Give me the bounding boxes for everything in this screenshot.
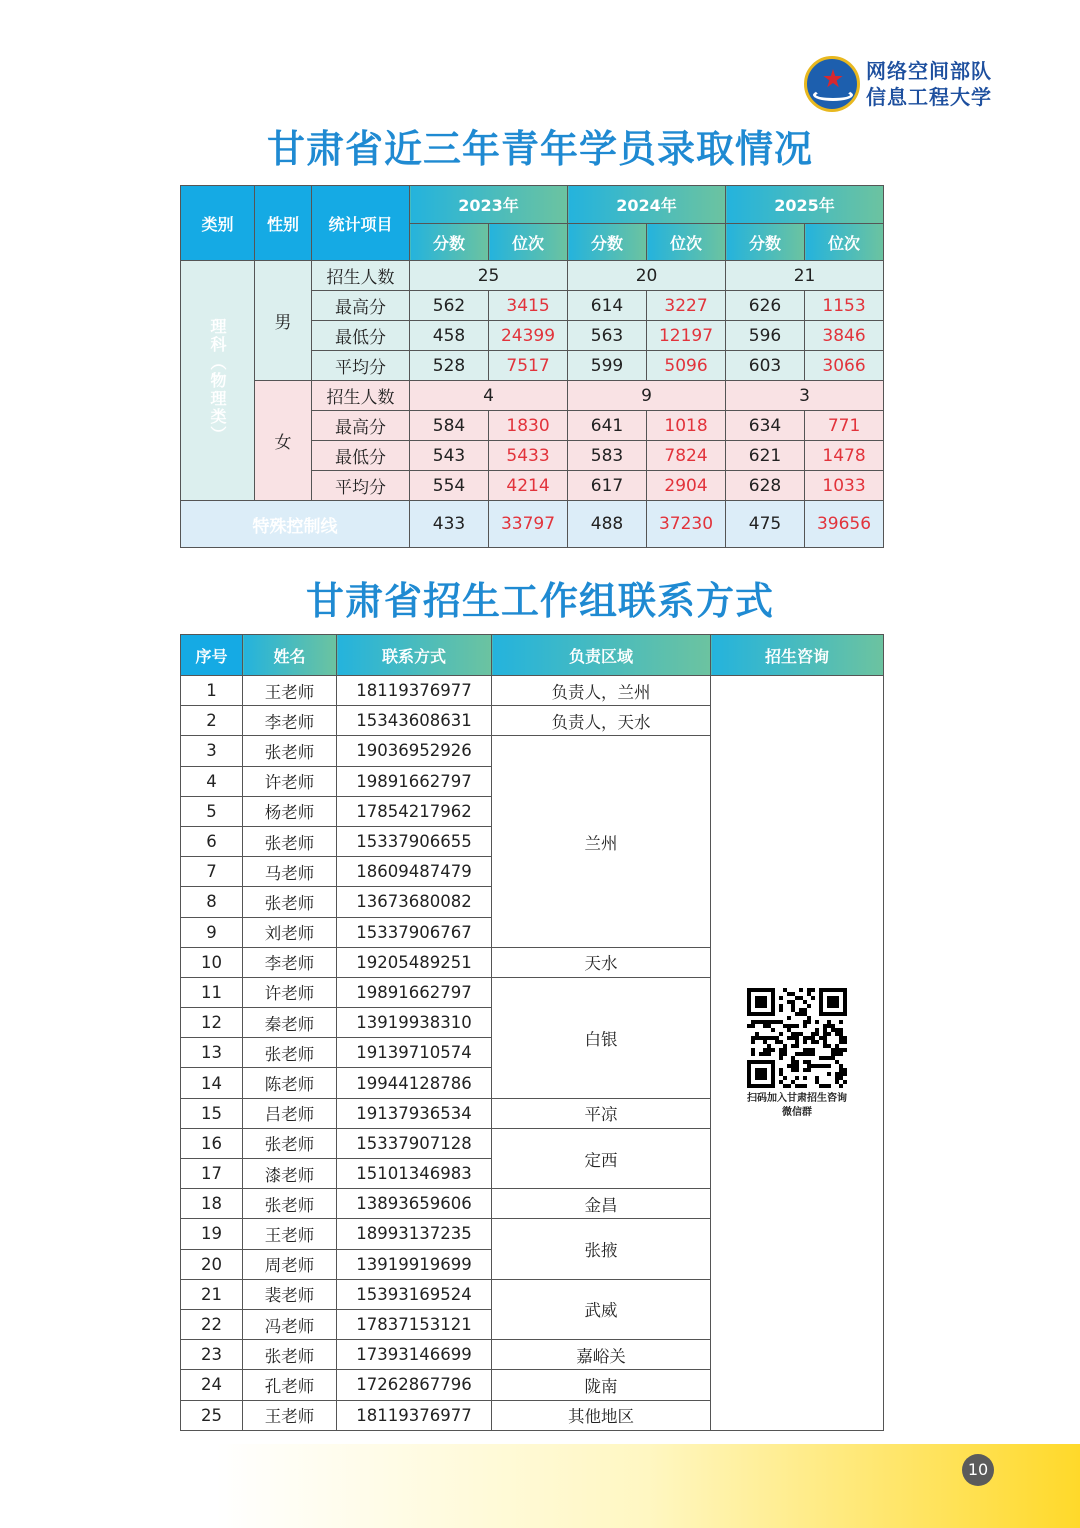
contact-phone: 19139710574 (337, 1038, 492, 1068)
header-year: 2023年 (410, 186, 568, 224)
region-cell: 嘉峪关 (492, 1340, 711, 1370)
score-cell: 596 (726, 321, 805, 351)
row-number: 7 (181, 857, 243, 887)
header-rank: 位次 (647, 224, 726, 261)
logo-line-2: 信息工程大学 (866, 85, 992, 109)
header-score: 分数 (726, 224, 805, 261)
contact-name: 张老师 (243, 826, 337, 856)
item-label: 平均分 (312, 471, 410, 501)
contact-phone: 17262867796 (337, 1370, 492, 1400)
rank-cell: 3415 (489, 291, 568, 321)
row-number: 9 (181, 917, 243, 947)
score-cell: 563 (568, 321, 647, 351)
qr-caption-line-2: 微信群 (782, 1107, 812, 1118)
contact-name: 王老师 (243, 1219, 337, 1249)
qr-code-icon[interactable] (747, 988, 847, 1088)
contact-name: 张老师 (243, 887, 337, 917)
contact-phone: 15337906767 (337, 917, 492, 947)
contact-name: 王老师 (243, 1400, 337, 1430)
contact-name: 李老师 (243, 706, 337, 736)
contact-phone: 19137936534 (337, 1098, 492, 1128)
region-cell: 负责人，天水 (492, 706, 711, 736)
contact-phone: 17393146699 (337, 1340, 492, 1370)
contact-name: 周老师 (243, 1249, 337, 1279)
gender-female: 女 (255, 381, 312, 501)
row-number: 18 (181, 1189, 243, 1219)
rank-cell: 3066 (805, 351, 884, 381)
rank-cell: 5433 (489, 441, 568, 471)
row-number: 12 (181, 1008, 243, 1038)
score-cell: 528 (410, 351, 489, 381)
qr-cell (711, 676, 884, 1431)
header-consult: 招生咨询 (711, 635, 884, 676)
rank-cell: 1153 (805, 291, 884, 321)
row-number: 17 (181, 1159, 243, 1189)
header-year: 2025年 (726, 186, 884, 224)
contact-name: 张老师 (243, 1189, 337, 1219)
region-cell: 金昌 (492, 1189, 711, 1219)
contact-name: 张老师 (243, 1128, 337, 1158)
rank-cell: 4214 (489, 471, 568, 501)
enroll-count: 25 (410, 261, 568, 291)
score-cell: 554 (410, 471, 489, 501)
region-cell: 负责人，兰州 (492, 676, 711, 706)
contact-phone: 18119376977 (337, 676, 492, 706)
rank-cell: 1018 (647, 411, 726, 441)
row-number: 22 (181, 1309, 243, 1339)
rank-cell: 3846 (805, 321, 884, 351)
row-number: 1 (181, 676, 243, 706)
row-number: 5 (181, 796, 243, 826)
header-no: 序号 (181, 635, 243, 676)
score-cell: 626 (726, 291, 805, 321)
logo-line-1: 网络空间部队 (866, 59, 992, 83)
rank-cell: 771 (805, 411, 884, 441)
contact-phone: 19944128786 (337, 1068, 492, 1098)
contact-name: 杨老师 (243, 796, 337, 826)
header-category: 类别 (181, 186, 255, 261)
enroll-count: 4 (410, 381, 568, 411)
contact-phone: 15393169524 (337, 1279, 492, 1309)
row-number: 2 (181, 706, 243, 736)
row-number: 3 (181, 736, 243, 766)
rank-cell: 39656 (805, 501, 884, 548)
header-rank: 位次 (805, 224, 884, 261)
contact-phone: 15343608631 (337, 706, 492, 736)
rank-cell: 7824 (647, 441, 726, 471)
contact-name: 陈老师 (243, 1068, 337, 1098)
rank-cell: 2904 (647, 471, 726, 501)
header-area: 负责区域 (492, 635, 711, 676)
enroll-count: 9 (568, 381, 726, 411)
score-cell: 634 (726, 411, 805, 441)
row-number: 14 (181, 1068, 243, 1098)
header-gender: 性别 (255, 186, 312, 261)
qr-caption: 扫码加入甘肃招生咨询 (747, 1093, 847, 1104)
score-cell: 641 (568, 411, 647, 441)
category-label: 理科（物理类） (208, 317, 227, 444)
contact-phone: 13919919699 (337, 1249, 492, 1279)
row-number: 25 (181, 1400, 243, 1430)
region-cell: 平凉 (492, 1098, 711, 1128)
contact-phone: 15101346983 (337, 1159, 492, 1189)
contact-phone: 19891662797 (337, 977, 492, 1007)
contact-phone: 18119376977 (337, 1400, 492, 1430)
enroll-count: 20 (568, 261, 726, 291)
score-cell: 475 (726, 501, 805, 548)
header-contact: 联系方式 (337, 635, 492, 676)
score-cell: 614 (568, 291, 647, 321)
score-cell: 583 (568, 441, 647, 471)
row-number: 13 (181, 1038, 243, 1068)
region-cell: 其他地区 (492, 1400, 711, 1430)
contact-name: 张老师 (243, 1038, 337, 1068)
item-label: 招生人数 (312, 261, 410, 291)
table-row (181, 676, 884, 706)
contact-phone: 13673680082 (337, 887, 492, 917)
contact-name: 马老师 (243, 857, 337, 887)
score-cell: 617 (568, 471, 647, 501)
rank-cell: 5096 (647, 351, 726, 381)
page-title-admission: 甘肃省近三年青年学员录取情况 (266, 127, 813, 171)
header-name: 姓名 (243, 635, 337, 676)
footer-band (0, 1444, 1080, 1528)
region-cell: 定西 (492, 1128, 711, 1188)
item-label: 最高分 (312, 411, 410, 441)
contact-phone: 19891662797 (337, 766, 492, 796)
region-cell: 张掖 (492, 1219, 711, 1279)
rank-cell: 3227 (647, 291, 726, 321)
item-label: 最高分 (312, 291, 410, 321)
score-cell: 488 (568, 501, 647, 548)
contact-name: 吕老师 (243, 1098, 337, 1128)
row-number: 15 (181, 1098, 243, 1128)
enroll-count: 21 (726, 261, 884, 291)
score-cell: 458 (410, 321, 489, 351)
rank-cell: 1033 (805, 471, 884, 501)
logo-text (866, 58, 992, 110)
item-label: 最低分 (312, 441, 410, 471)
row-number: 11 (181, 977, 243, 1007)
row-number: 8 (181, 887, 243, 917)
region-cell: 武威 (492, 1279, 711, 1339)
gender-male: 男 (255, 261, 312, 381)
score-cell: 603 (726, 351, 805, 381)
contact-name: 张老师 (243, 736, 337, 766)
row-number: 4 (181, 766, 243, 796)
contact-name: 张老师 (243, 1340, 337, 1370)
score-cell: 599 (568, 351, 647, 381)
item-label: 平均分 (312, 351, 410, 381)
contact-name: 秦老师 (243, 1008, 337, 1038)
row-number: 16 (181, 1128, 243, 1158)
contacts-table (180, 634, 884, 1431)
rank-cell: 7517 (489, 351, 568, 381)
contact-name: 刘老师 (243, 917, 337, 947)
contact-phone: 15337907128 (337, 1128, 492, 1158)
contact-name: 许老师 (243, 977, 337, 1007)
rank-cell: 1830 (489, 411, 568, 441)
row-number: 19 (181, 1219, 243, 1249)
header-item: 统计项目 (312, 186, 410, 261)
header-rank: 位次 (489, 224, 568, 261)
page-number: 10 (962, 1454, 994, 1486)
contact-name: 裴老师 (243, 1279, 337, 1309)
score-cell: 628 (726, 471, 805, 501)
header-score: 分数 (410, 224, 489, 261)
contact-phone: 17854217962 (337, 796, 492, 826)
contact-phone: 18609487479 (337, 857, 492, 887)
special-line-label: 特殊控制线 (181, 501, 410, 548)
region-cell: 陇南 (492, 1370, 711, 1400)
contact-phone: 15337906655 (337, 826, 492, 856)
region-cell: 天水 (492, 947, 711, 977)
rank-cell: 12197 (647, 321, 726, 351)
contact-phone: 19036952926 (337, 736, 492, 766)
emblem-icon (804, 56, 860, 112)
row-number: 24 (181, 1370, 243, 1400)
category-cell (181, 261, 255, 501)
rank-cell: 37230 (647, 501, 726, 548)
contact-phone: 19205489251 (337, 947, 492, 977)
contact-name: 冯老师 (243, 1309, 337, 1339)
score-cell: 621 (726, 441, 805, 471)
row-number: 23 (181, 1340, 243, 1370)
rank-cell: 33797 (489, 501, 568, 548)
item-label: 招生人数 (312, 381, 410, 411)
rank-cell: 1478 (805, 441, 884, 471)
contact-name: 许老师 (243, 766, 337, 796)
contact-name: 漆老师 (243, 1159, 337, 1189)
university-logo (804, 56, 992, 112)
row-number: 10 (181, 947, 243, 977)
page-title-contacts: 甘肃省招生工作组联系方式 (305, 579, 774, 623)
contact-phone: 13919938310 (337, 1008, 492, 1038)
score-cell: 433 (410, 501, 489, 548)
contact-phone: 17837153121 (337, 1309, 492, 1339)
score-cell: 584 (410, 411, 489, 441)
contact-phone: 13893659606 (337, 1189, 492, 1219)
admission-table (180, 185, 884, 548)
contact-name: 王老师 (243, 676, 337, 706)
item-label: 最低分 (312, 321, 410, 351)
region-cell: 兰州 (492, 736, 711, 947)
score-cell: 543 (410, 441, 489, 471)
contact-name: 孔老师 (243, 1370, 337, 1400)
header-score: 分数 (568, 224, 647, 261)
row-number: 6 (181, 826, 243, 856)
contact-name: 李老师 (243, 947, 337, 977)
contact-phone: 18993137235 (337, 1219, 492, 1249)
header-year: 2024年 (568, 186, 726, 224)
row-number: 20 (181, 1249, 243, 1279)
region-cell: 白银 (492, 977, 711, 1098)
rank-cell: 24399 (489, 321, 568, 351)
score-cell: 562 (410, 291, 489, 321)
row-number: 21 (181, 1279, 243, 1309)
enroll-count: 3 (726, 381, 884, 411)
